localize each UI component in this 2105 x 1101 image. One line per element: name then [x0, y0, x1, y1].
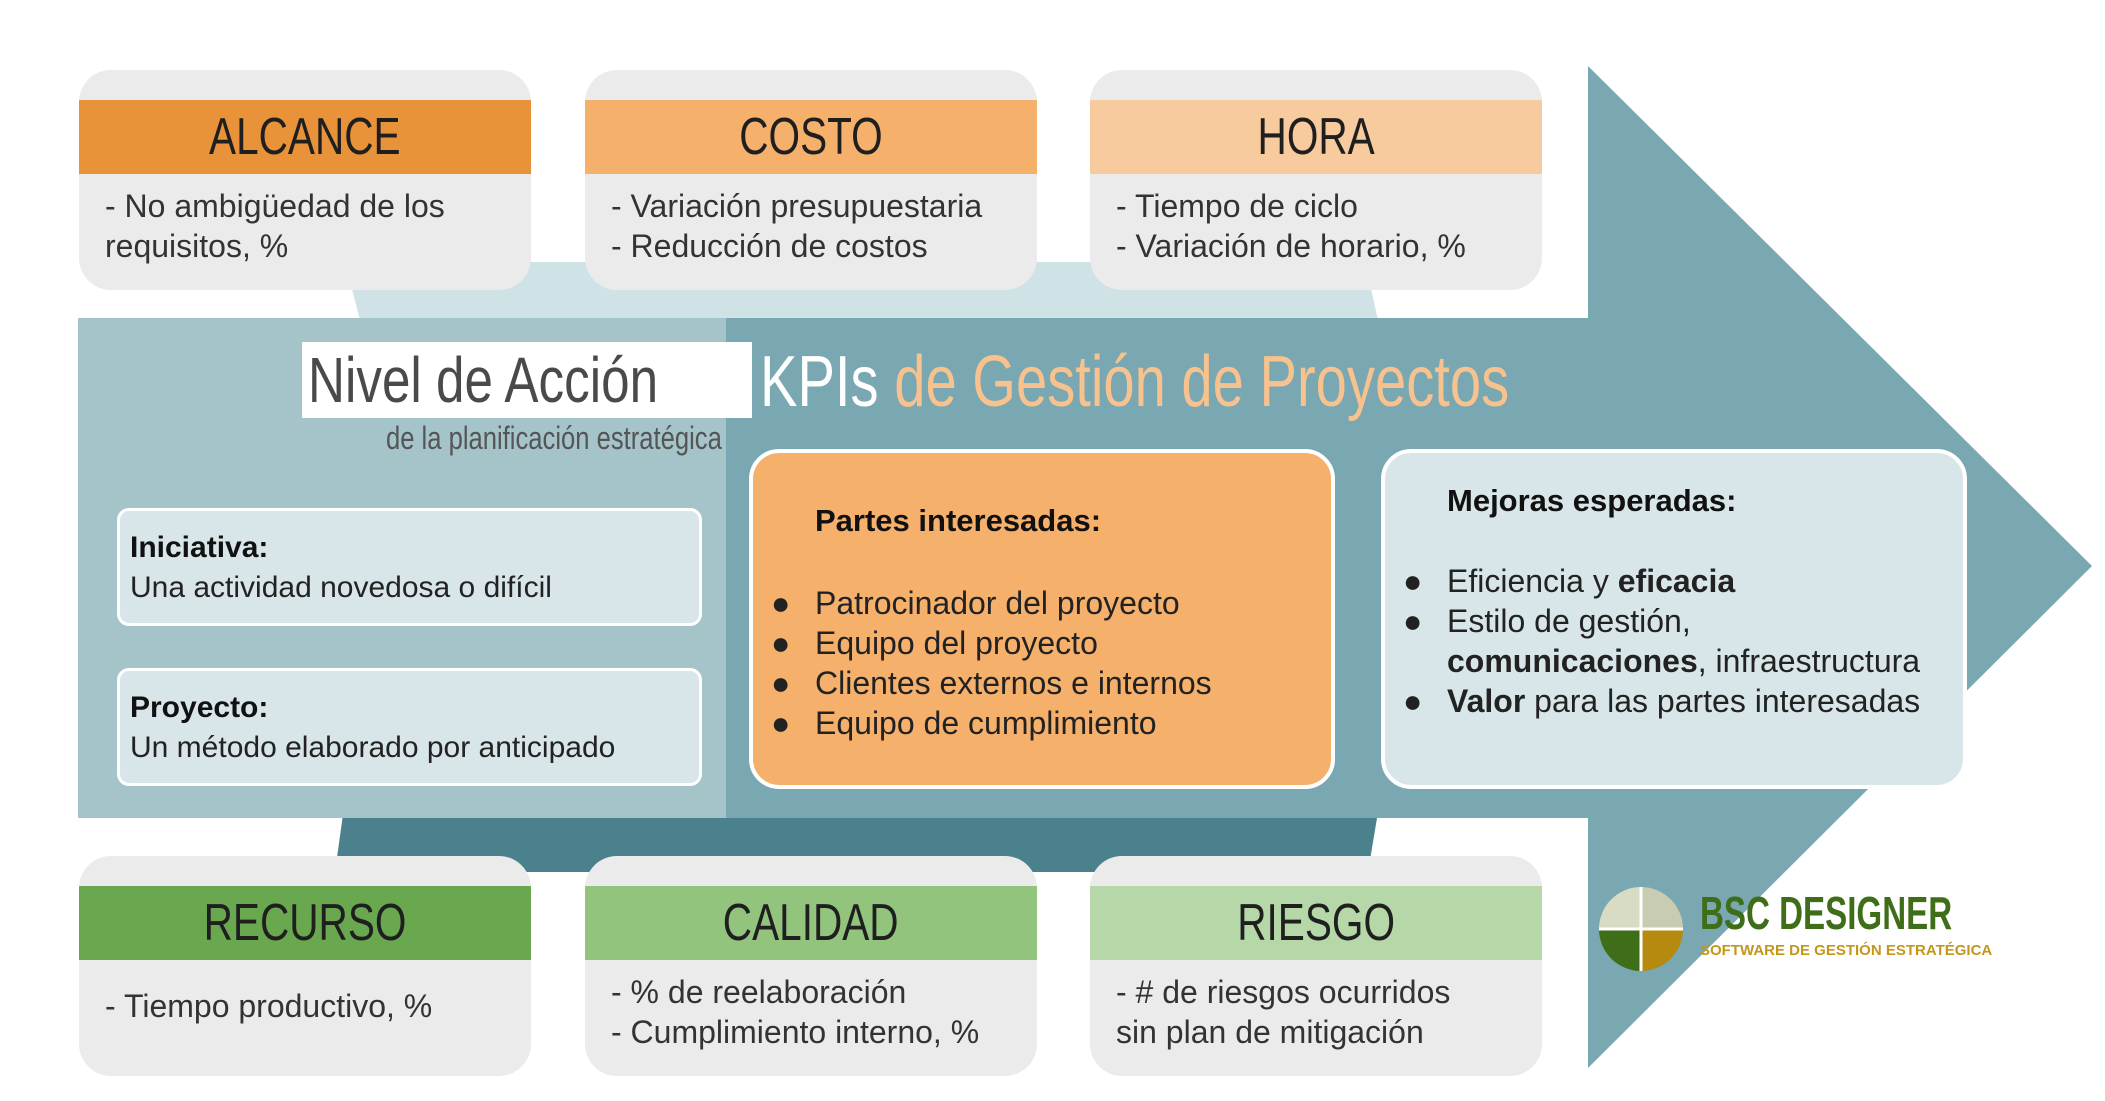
- card-title-band: [79, 100, 531, 174]
- card-line: - No ambigüedad de los: [105, 188, 445, 224]
- list-item: [1403, 561, 1920, 601]
- card-line: - Tiempo de ciclo: [1116, 188, 1358, 224]
- list-item-bold: Valor: [1447, 683, 1526, 719]
- card-line: - Variación presupuestaria: [611, 188, 983, 224]
- card-line: requisitos, %: [105, 228, 289, 264]
- card-title-band: [79, 886, 531, 960]
- card-body: [105, 986, 513, 1026]
- definition-initiative: [117, 508, 702, 626]
- main-title-kpi: KPIs: [760, 342, 879, 422]
- list-item-text: Eficiencia y: [1447, 563, 1618, 599]
- level-subtitle: [302, 420, 722, 457]
- card-body: [611, 186, 1019, 266]
- list-item-text: Clientes externos e internos: [815, 665, 1212, 701]
- level-subtitle-text: de la planificación estratégica: [385, 420, 722, 456]
- bullet-icon: ●: [771, 705, 791, 741]
- bsc-logo-tagline: SOFTWARE DE GESTIÓN ESTRATÉGICA: [1700, 942, 1993, 959]
- card-line: - # de riesgos ocurridos: [1116, 974, 1451, 1010]
- card-line: - Tiempo productivo, %: [105, 988, 433, 1024]
- list-item-text: Equipo de cumplimiento: [815, 705, 1157, 741]
- bullet-icon: ●: [1403, 603, 1423, 639]
- improvements-list: [1403, 561, 1920, 721]
- card-title: COSTO: [739, 108, 883, 166]
- card-line: - Reducción de costos: [611, 228, 928, 264]
- card-costo: [585, 70, 1037, 290]
- list-item: [771, 663, 1212, 703]
- stakeholders-list: [771, 583, 1212, 743]
- bsc-logo-icon: [1598, 886, 1684, 972]
- list-item: [771, 583, 1212, 623]
- definition-term: Proyecto:: [130, 691, 269, 724]
- card-alcance: [79, 70, 531, 290]
- list-item-bold: comunicaciones: [1447, 643, 1698, 679]
- list-item-text: Equipo del proyecto: [815, 625, 1098, 661]
- improvements-title: Mejoras esperadas:: [1447, 483, 1737, 518]
- improvements-panel: [1381, 449, 1967, 789]
- list-item-text: Estilo de gestión,: [1447, 603, 1691, 639]
- card-title-band: [1090, 886, 1542, 960]
- card-title: ALCANCE: [209, 108, 401, 166]
- bullet-icon: ●: [771, 625, 791, 661]
- bullet-icon: ●: [1403, 683, 1423, 719]
- card-title: RIESGO: [1237, 894, 1395, 952]
- card-calidad: [585, 856, 1037, 1076]
- card-title-band: [585, 100, 1037, 174]
- card-title: CALIDAD: [723, 894, 899, 952]
- card-line: - % de reelaboración: [611, 974, 907, 1010]
- card-recurso: [79, 856, 531, 1076]
- bsc-logo-name-text: BSC DESIGNER: [1700, 887, 1953, 939]
- card-line: - Cumplimiento interno, %: [611, 1014, 980, 1050]
- list-item: [771, 703, 1212, 743]
- card-body: [1116, 972, 1524, 1052]
- stakeholders-panel: [749, 449, 1335, 789]
- list-item: [771, 623, 1212, 663]
- level-title-text: Nivel de Acción: [308, 344, 659, 416]
- definition-project: [117, 668, 702, 786]
- bsc-logo-name: [1700, 886, 2050, 940]
- card-title-band: [1090, 100, 1542, 174]
- bullet-icon: ●: [771, 585, 791, 621]
- definition-desc: Una actividad novedosa o difícil: [130, 571, 552, 604]
- stakeholders-title: Partes interesadas:: [815, 503, 1102, 538]
- definition-term: Iniciativa:: [130, 531, 269, 564]
- card-line: sin plan de mitigación: [1116, 1014, 1424, 1050]
- card-title-band: [585, 886, 1037, 960]
- bullet-icon: ●: [771, 665, 791, 701]
- main-title: [760, 340, 1721, 424]
- card-hora: [1090, 70, 1542, 290]
- definition-desc: Un método elaborado por anticipado: [130, 731, 616, 764]
- list-item: [1403, 681, 1920, 721]
- card-riesgo: [1090, 856, 1542, 1076]
- card-body: [1116, 186, 1524, 266]
- card-title: HORA: [1257, 108, 1375, 166]
- card-body: [105, 186, 513, 266]
- card-line: - Variación de horario, %: [1116, 228, 1466, 264]
- bullet-icon: ●: [1403, 563, 1423, 599]
- card-title: RECURSO: [203, 894, 407, 952]
- list-item-bold: eficacia: [1617, 563, 1736, 599]
- list-item-text: Patrocinador del proyecto: [815, 585, 1180, 621]
- list-item-text: para las partes interesadas: [1525, 683, 1921, 719]
- main-title-rest: de Gestión de Proyectos: [878, 342, 1510, 422]
- card-body: [611, 972, 1019, 1052]
- level-title: [302, 342, 752, 418]
- list-item-text: , infraestructura: [1697, 643, 1921, 679]
- list-item: [1403, 601, 1920, 681]
